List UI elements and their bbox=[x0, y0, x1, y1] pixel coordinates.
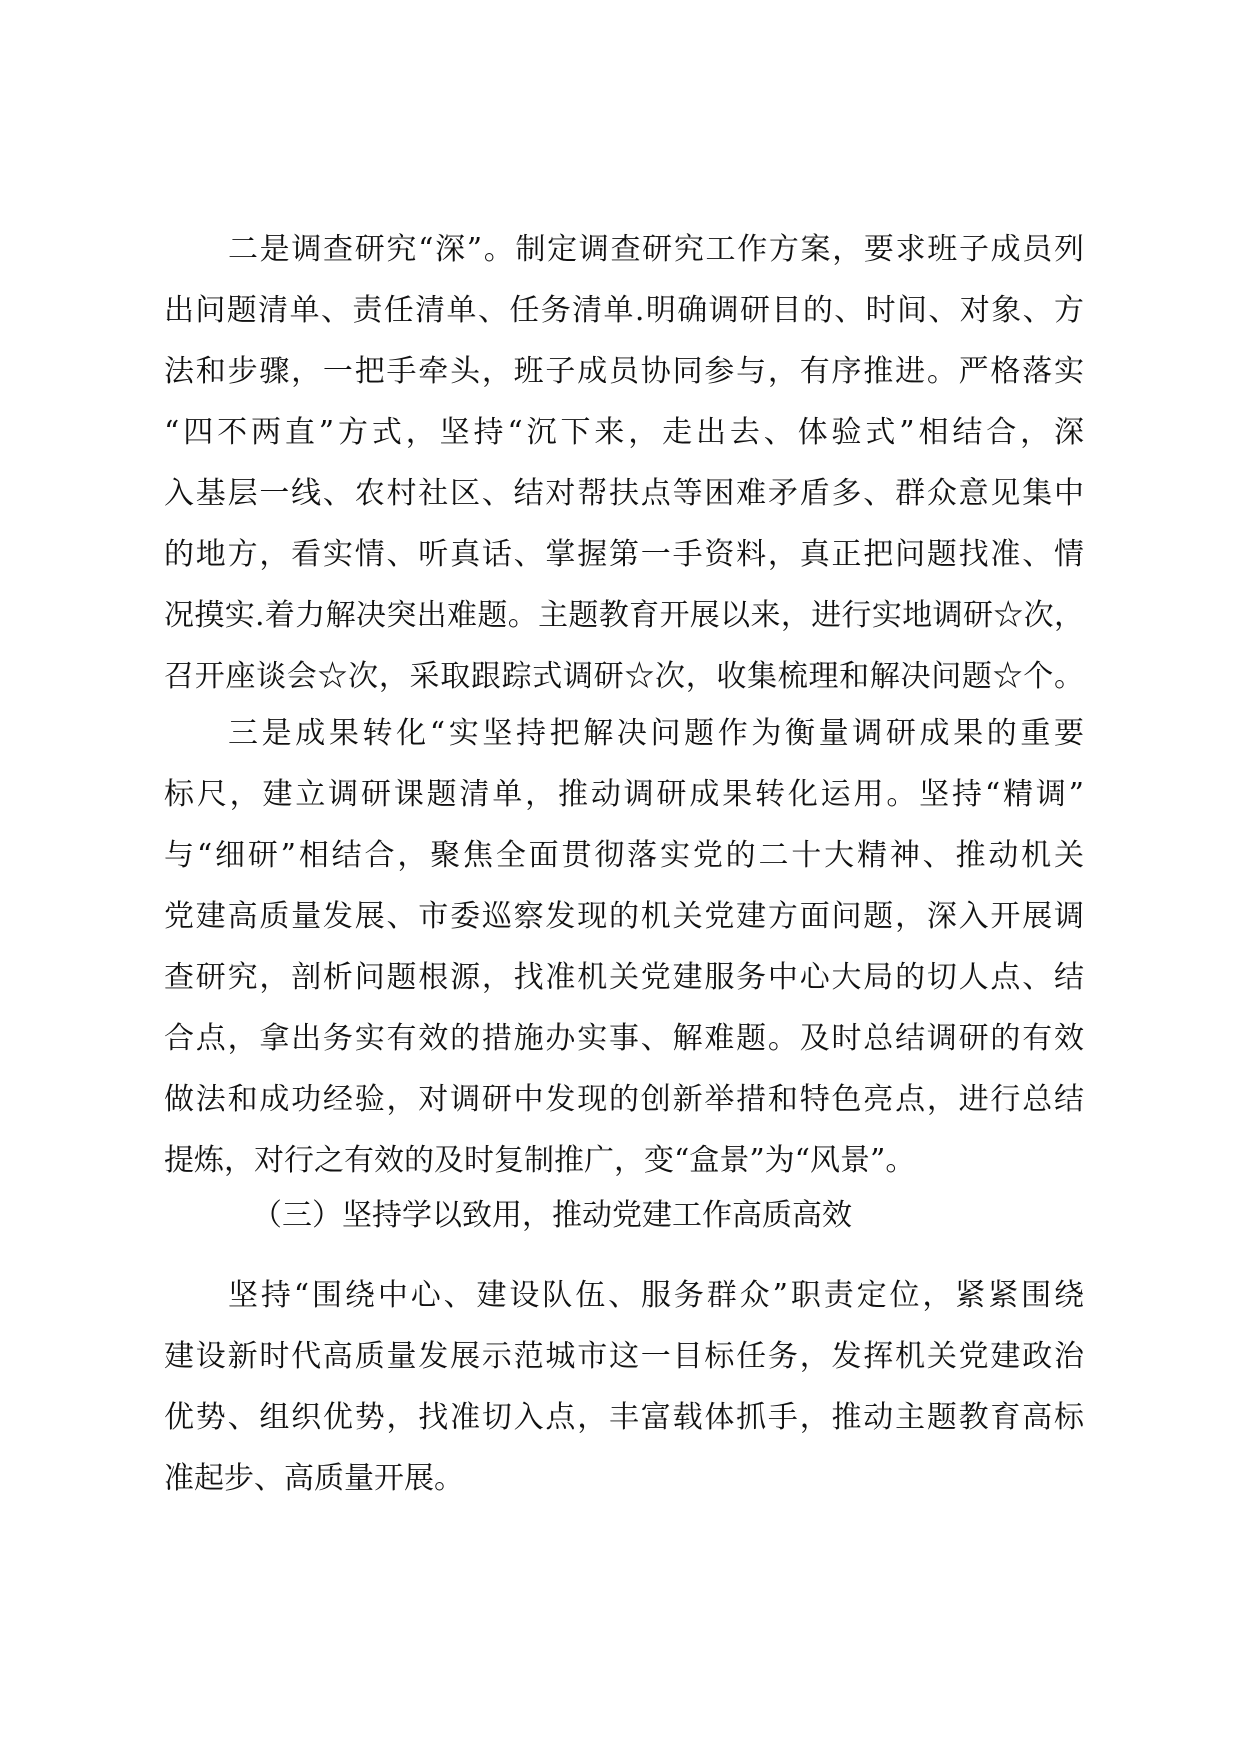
text-line: 做法和成功经验，对调研中发现的创新举措和特色亮点，进行总结 bbox=[164, 1082, 1084, 1117]
text-line: 出问题清单、责任清单、任务清单.明确调研目的、时间、对象、方 bbox=[164, 293, 1084, 328]
text-line: 提炼，对行之有效的及时复制推广，变“盒景”为“风景”。 bbox=[164, 1143, 916, 1178]
text-line: 合点，拿出务实有效的措施办实事、解难题。及时总结调研的有效 bbox=[164, 1021, 1084, 1056]
text-line: 坚持“围绕中心、建设队伍、服务群众”职责定位，紧紧围绕 bbox=[228, 1278, 1084, 1313]
paragraph-practical-application bbox=[164, 1265, 1084, 1509]
text-line: 二是调查研究“深”。制定调查研究工作方案，要求班子成员列 bbox=[228, 232, 1084, 267]
text-line: 况摸实.着力解决突出难题。主题教育开展以来，进行实地调研☆次， bbox=[164, 598, 1084, 633]
text-line: 建设新时代高质量发展示范城市这一目标任务，发挥机关党建政治 bbox=[164, 1339, 1084, 1374]
text-line: 召开座谈会☆次，采取跟踪式调研☆次，收集梳理和解决问题☆个。 bbox=[164, 659, 1084, 694]
section-heading-text: （三）坚持学以致用，推动党建工作高质高效 bbox=[252, 1198, 852, 1233]
text-line: 党建高质量发展、市委巡察发现的机关党建方面问题，深入开展调 bbox=[164, 899, 1084, 934]
text-line: 标尺，建立调研课题清单，推动调研成果转化运用。坚持“精调” bbox=[164, 777, 1084, 812]
text-line: 准起步、高质量开展。 bbox=[164, 1461, 464, 1496]
text-line: 的地方，看实情、听真话、掌握第一手资料，真正把问题找准、情 bbox=[164, 537, 1084, 572]
paragraph-investigation-research bbox=[164, 219, 1084, 707]
section-heading bbox=[164, 1185, 1084, 1246]
text-line: 入基层一线、农村社区、结对帮扶点等困难矛盾多、群众意见集中 bbox=[164, 476, 1084, 511]
text-line: 三是成果转化“实坚持把解决问题作为衡量调研成果的重要 bbox=[228, 716, 1084, 751]
text-line: 优势、组织优势，找准切入点，丰富载体抓手，推动主题教育高标 bbox=[164, 1400, 1084, 1435]
paragraph-results-transformation bbox=[164, 703, 1084, 1191]
text-line: 查研究，剖析问题根源，找准机关党建服务中心大局的切人点、结 bbox=[164, 960, 1084, 995]
text-line: 法和步骤，一把手牵头，班子成员协同参与，有序推进。严格落实 bbox=[164, 354, 1084, 389]
text-line: “四不两直”方式，坚持“沉下来，走出去、体验式”相结合，深 bbox=[164, 415, 1084, 450]
text-line: 与“细研”相结合，聚焦全面贯彻落实党的二十大精神、推动机关 bbox=[164, 838, 1084, 873]
